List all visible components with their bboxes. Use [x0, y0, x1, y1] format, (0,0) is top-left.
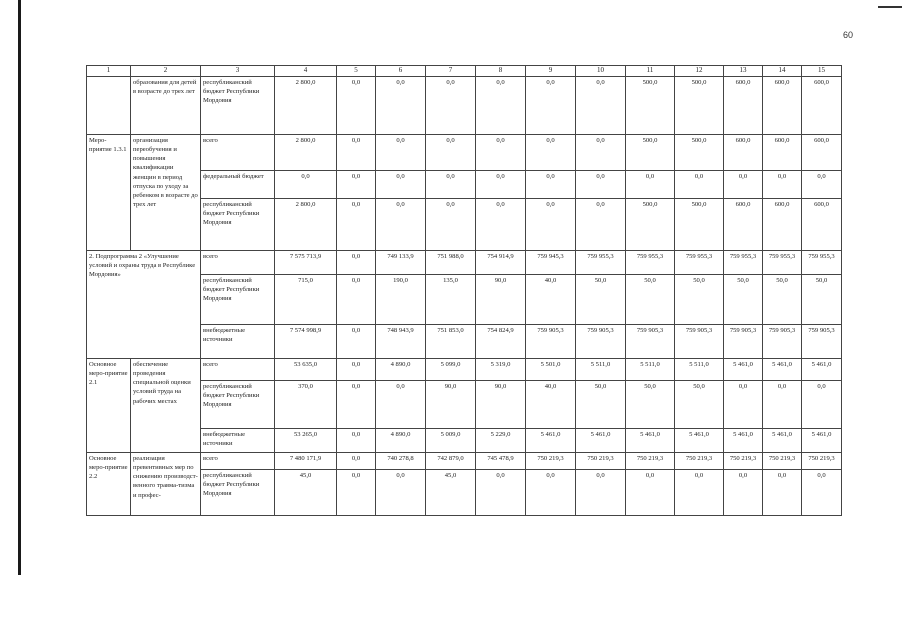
- amount-cell: 750 219,3: [724, 452, 763, 469]
- amount-cell: 370,0: [275, 380, 337, 428]
- amount-cell: 5 461,0: [724, 428, 763, 452]
- amount-cell: 0,0: [476, 170, 526, 198]
- amount-cell: 748 943,9: [376, 324, 426, 358]
- amount-cell: 0,0: [337, 324, 376, 358]
- amount-cell: 600,0: [763, 134, 802, 170]
- amount-cell: 53 635,0: [275, 358, 337, 380]
- amount-cell: 40,0: [526, 274, 576, 324]
- amount-cell: 5 461,0: [802, 428, 842, 452]
- amount-cell: 715,0: [275, 274, 337, 324]
- amount-cell: 0,0: [675, 469, 724, 515]
- amount-cell: 0,0: [376, 170, 426, 198]
- amount-cell: 0,0: [526, 198, 576, 250]
- table-row: [87, 324, 842, 358]
- header-cell: 12: [675, 66, 724, 77]
- amount-cell: 0,0: [376, 76, 426, 134]
- amount-cell: 600,0: [724, 76, 763, 134]
- table-row: [87, 250, 842, 274]
- measure-code-cell: Меро-приятие 1.3.1: [87, 134, 131, 250]
- table-row: [87, 358, 842, 380]
- amount-cell: 0,0: [376, 198, 426, 250]
- subprogram-name-cell: 2. Подпрограмма 2 «Улучшение условий и охраны труда в Республике Мордовия»: [87, 250, 201, 358]
- funding-source-cell: внебюджетные источники: [201, 428, 275, 452]
- amount-cell: 759 905,3: [526, 324, 576, 358]
- amount-cell: 600,0: [802, 198, 842, 250]
- amount-cell: 0,0: [476, 198, 526, 250]
- amount-cell: 0,0: [337, 358, 376, 380]
- measure-name-cell: реализация превентивных мер по снижению производст-венного травма-тизма и профес-: [131, 452, 201, 515]
- amount-cell: 759 905,3: [576, 324, 626, 358]
- amount-cell: 0,0: [337, 170, 376, 198]
- amount-cell: 751 853,0: [426, 324, 476, 358]
- funding-source-cell: республиканский бюджет Республики Мордовия: [201, 76, 275, 134]
- amount-cell: 0,0: [576, 76, 626, 134]
- amount-cell: 50,0: [675, 274, 724, 324]
- funding-source-cell: республиканский бюджет Республики Мордовия: [201, 274, 275, 324]
- amount-cell: 750 219,3: [763, 452, 802, 469]
- table-row: [87, 428, 842, 452]
- table-row: [87, 452, 842, 469]
- amount-cell: 600,0: [802, 76, 842, 134]
- amount-cell: 5 461,0: [526, 428, 576, 452]
- amount-cell: 0,0: [724, 380, 763, 428]
- amount-cell: 600,0: [724, 134, 763, 170]
- table-row: [87, 469, 842, 515]
- measure-code-cell: [87, 76, 131, 134]
- amount-cell: 0,0: [576, 469, 626, 515]
- amount-cell: 0,0: [337, 250, 376, 274]
- amount-cell: 50,0: [802, 274, 842, 324]
- amount-cell: 50,0: [576, 380, 626, 428]
- amount-cell: 0,0: [337, 274, 376, 324]
- amount-cell: 5 099,0: [426, 358, 476, 380]
- table-row: [87, 170, 842, 198]
- amount-cell: 754 914,9: [476, 250, 526, 274]
- amount-cell: 53 265,0: [275, 428, 337, 452]
- funding-source-cell: республиканский бюджет Республики Мордовия: [201, 380, 275, 428]
- header-cell: 1: [87, 66, 131, 77]
- amount-cell: 0,0: [763, 380, 802, 428]
- amount-cell: 0,0: [526, 134, 576, 170]
- amount-cell: 40,0: [526, 380, 576, 428]
- funding-source-cell: внебюджетные источники: [201, 324, 275, 358]
- table-row: [87, 134, 842, 170]
- measure-code-cell: Основное меро-приятие 2.2: [87, 452, 131, 515]
- amount-cell: 0,0: [337, 469, 376, 515]
- amount-cell: 0,0: [476, 469, 526, 515]
- amount-cell: 0,0: [337, 428, 376, 452]
- amount-cell: 0,0: [526, 76, 576, 134]
- amount-cell: 0,0: [576, 134, 626, 170]
- amount-cell: 750 219,3: [526, 452, 576, 469]
- amount-cell: 759 955,3: [763, 250, 802, 274]
- amount-cell: 742 879,0: [426, 452, 476, 469]
- amount-cell: 750 219,3: [675, 452, 724, 469]
- amount-cell: 759 955,3: [626, 250, 675, 274]
- funding-source-cell: республиканский бюджет Республики Мордовия: [201, 198, 275, 250]
- header-cell: 7: [426, 66, 476, 77]
- header-cell: 3: [201, 66, 275, 77]
- amount-cell: 0,0: [526, 469, 576, 515]
- amount-cell: 0,0: [275, 170, 337, 198]
- amount-cell: 759 955,3: [802, 250, 842, 274]
- amount-cell: 0,0: [802, 469, 842, 515]
- amount-cell: 5 511,0: [576, 358, 626, 380]
- amount-cell: 0,0: [476, 76, 526, 134]
- amount-cell: 749 133,9: [376, 250, 426, 274]
- amount-cell: 754 824,9: [476, 324, 526, 358]
- table-row: [87, 198, 842, 250]
- amount-cell: 759 905,3: [724, 324, 763, 358]
- amount-cell: 5 501,0: [526, 358, 576, 380]
- budget-table: [86, 65, 842, 516]
- amount-cell: 50,0: [675, 380, 724, 428]
- header-cell: 11: [626, 66, 675, 77]
- amount-cell: 50,0: [626, 274, 675, 324]
- amount-cell: 50,0: [626, 380, 675, 428]
- amount-cell: 0,0: [724, 170, 763, 198]
- amount-cell: 0,0: [426, 76, 476, 134]
- amount-cell: 5 461,0: [763, 428, 802, 452]
- header-cell: 4: [275, 66, 337, 77]
- table-row: [87, 76, 842, 134]
- table-row: [87, 380, 842, 428]
- amount-cell: 0,0: [526, 170, 576, 198]
- header-cell: 9: [526, 66, 576, 77]
- scan-edge-bar: [18, 0, 21, 575]
- amount-cell: 500,0: [626, 198, 675, 250]
- funding-source-cell: всего: [201, 358, 275, 380]
- amount-cell: 7 480 171,9: [275, 452, 337, 469]
- header-cell: 10: [576, 66, 626, 77]
- amount-cell: 0,0: [675, 170, 724, 198]
- header-cell: 15: [802, 66, 842, 77]
- header-cell: 8: [476, 66, 526, 77]
- amount-cell: 750 219,3: [802, 452, 842, 469]
- amount-cell: 50,0: [724, 274, 763, 324]
- amount-cell: 500,0: [626, 134, 675, 170]
- amount-cell: 50,0: [763, 274, 802, 324]
- amount-cell: 90,0: [476, 380, 526, 428]
- amount-cell: 0,0: [576, 170, 626, 198]
- header-cell: 5: [337, 66, 376, 77]
- amount-cell: 0,0: [426, 198, 476, 250]
- amount-cell: 759 905,3: [675, 324, 724, 358]
- amount-cell: 0,0: [376, 134, 426, 170]
- amount-cell: 5 009,0: [426, 428, 476, 452]
- amount-cell: 750 219,3: [626, 452, 675, 469]
- page-number: 60: [843, 30, 854, 40]
- amount-cell: 5 461,0: [675, 428, 724, 452]
- measure-name-cell: организация переобучения и повышения квалификации женщин в период отпуска по уходу за ребенком в возрасте до трех лет: [131, 134, 201, 250]
- header-cell: 14: [763, 66, 802, 77]
- amount-cell: 0,0: [376, 469, 426, 515]
- amount-cell: 0,0: [337, 380, 376, 428]
- amount-cell: 5 511,0: [675, 358, 724, 380]
- amount-cell: 759 905,3: [626, 324, 675, 358]
- amount-cell: 5 511,0: [626, 358, 675, 380]
- amount-cell: 0,0: [476, 134, 526, 170]
- amount-cell: 759 955,3: [675, 250, 724, 274]
- amount-cell: 0,0: [626, 170, 675, 198]
- amount-cell: 0,0: [626, 469, 675, 515]
- amount-cell: 740 278,8: [376, 452, 426, 469]
- measure-name-cell: образования для детей в возрасте до трех лет: [131, 76, 201, 134]
- amount-cell: 5 461,0: [626, 428, 675, 452]
- amount-cell: 45,0: [275, 469, 337, 515]
- amount-cell: 600,0: [763, 198, 802, 250]
- header-cell: 2: [131, 66, 201, 77]
- amount-cell: 759 905,3: [802, 324, 842, 358]
- amount-cell: 0,0: [337, 76, 376, 134]
- amount-cell: 751 988,0: [426, 250, 476, 274]
- amount-cell: 600,0: [802, 134, 842, 170]
- funding-source-cell: всего: [201, 250, 275, 274]
- header-cell: 6: [376, 66, 426, 77]
- amount-cell: 5 461,0: [724, 358, 763, 380]
- amount-cell: 500,0: [675, 76, 724, 134]
- amount-cell: 50,0: [576, 274, 626, 324]
- amount-cell: 0,0: [337, 134, 376, 170]
- amount-cell: 0,0: [724, 469, 763, 515]
- amount-cell: 500,0: [626, 76, 675, 134]
- amount-cell: 745 478,9: [476, 452, 526, 469]
- amount-cell: 5 461,0: [802, 358, 842, 380]
- amount-cell: 759 905,3: [763, 324, 802, 358]
- amount-cell: 500,0: [675, 198, 724, 250]
- amount-cell: 45,0: [426, 469, 476, 515]
- amount-cell: 2 800,0: [275, 134, 337, 170]
- measure-code-cell: Основное меро-приятие 2.1: [87, 358, 131, 452]
- amount-cell: 135,0: [426, 274, 476, 324]
- amount-cell: 0,0: [802, 170, 842, 198]
- amount-cell: 0,0: [376, 380, 426, 428]
- funding-source-cell: всего: [201, 452, 275, 469]
- amount-cell: 0,0: [576, 198, 626, 250]
- funding-source-cell: республиканский бюджет Республики Мордовия: [201, 469, 275, 515]
- amount-cell: 0,0: [426, 134, 476, 170]
- funding-source-cell: федеральный бюджет: [201, 170, 275, 198]
- amount-cell: 600,0: [724, 198, 763, 250]
- amount-cell: 90,0: [476, 274, 526, 324]
- header-cell: 13: [724, 66, 763, 77]
- amount-cell: 0,0: [763, 170, 802, 198]
- amount-cell: 600,0: [763, 76, 802, 134]
- amount-cell: 759 955,3: [724, 250, 763, 274]
- amount-cell: 5 461,0: [763, 358, 802, 380]
- amount-cell: 0,0: [426, 170, 476, 198]
- amount-cell: 5 229,0: [476, 428, 526, 452]
- header-row: [87, 66, 842, 77]
- corner-dash-mark: [878, 6, 902, 8]
- amount-cell: 4 890,0: [376, 358, 426, 380]
- amount-cell: 7 575 713,9: [275, 250, 337, 274]
- amount-cell: 2 800,0: [275, 76, 337, 134]
- amount-cell: 2 800,0: [275, 198, 337, 250]
- table-row: [87, 274, 842, 324]
- amount-cell: 0,0: [337, 452, 376, 469]
- amount-cell: 0,0: [802, 380, 842, 428]
- amount-cell: 4 890,0: [376, 428, 426, 452]
- measure-name-cell: обеспечение проведения специальной оценки условий труда на рабочих местах: [131, 358, 201, 452]
- amount-cell: 0,0: [337, 198, 376, 250]
- amount-cell: 90,0: [426, 380, 476, 428]
- funding-source-cell: всего: [201, 134, 275, 170]
- amount-cell: 750 219,3: [576, 452, 626, 469]
- amount-cell: 759 955,3: [576, 250, 626, 274]
- amount-cell: 5 461,0: [576, 428, 626, 452]
- amount-cell: 0,0: [763, 469, 802, 515]
- amount-cell: 759 945,3: [526, 250, 576, 274]
- amount-cell: 190,0: [376, 274, 426, 324]
- amount-cell: 5 319,0: [476, 358, 526, 380]
- amount-cell: 500,0: [675, 134, 724, 170]
- amount-cell: 7 574 998,9: [275, 324, 337, 358]
